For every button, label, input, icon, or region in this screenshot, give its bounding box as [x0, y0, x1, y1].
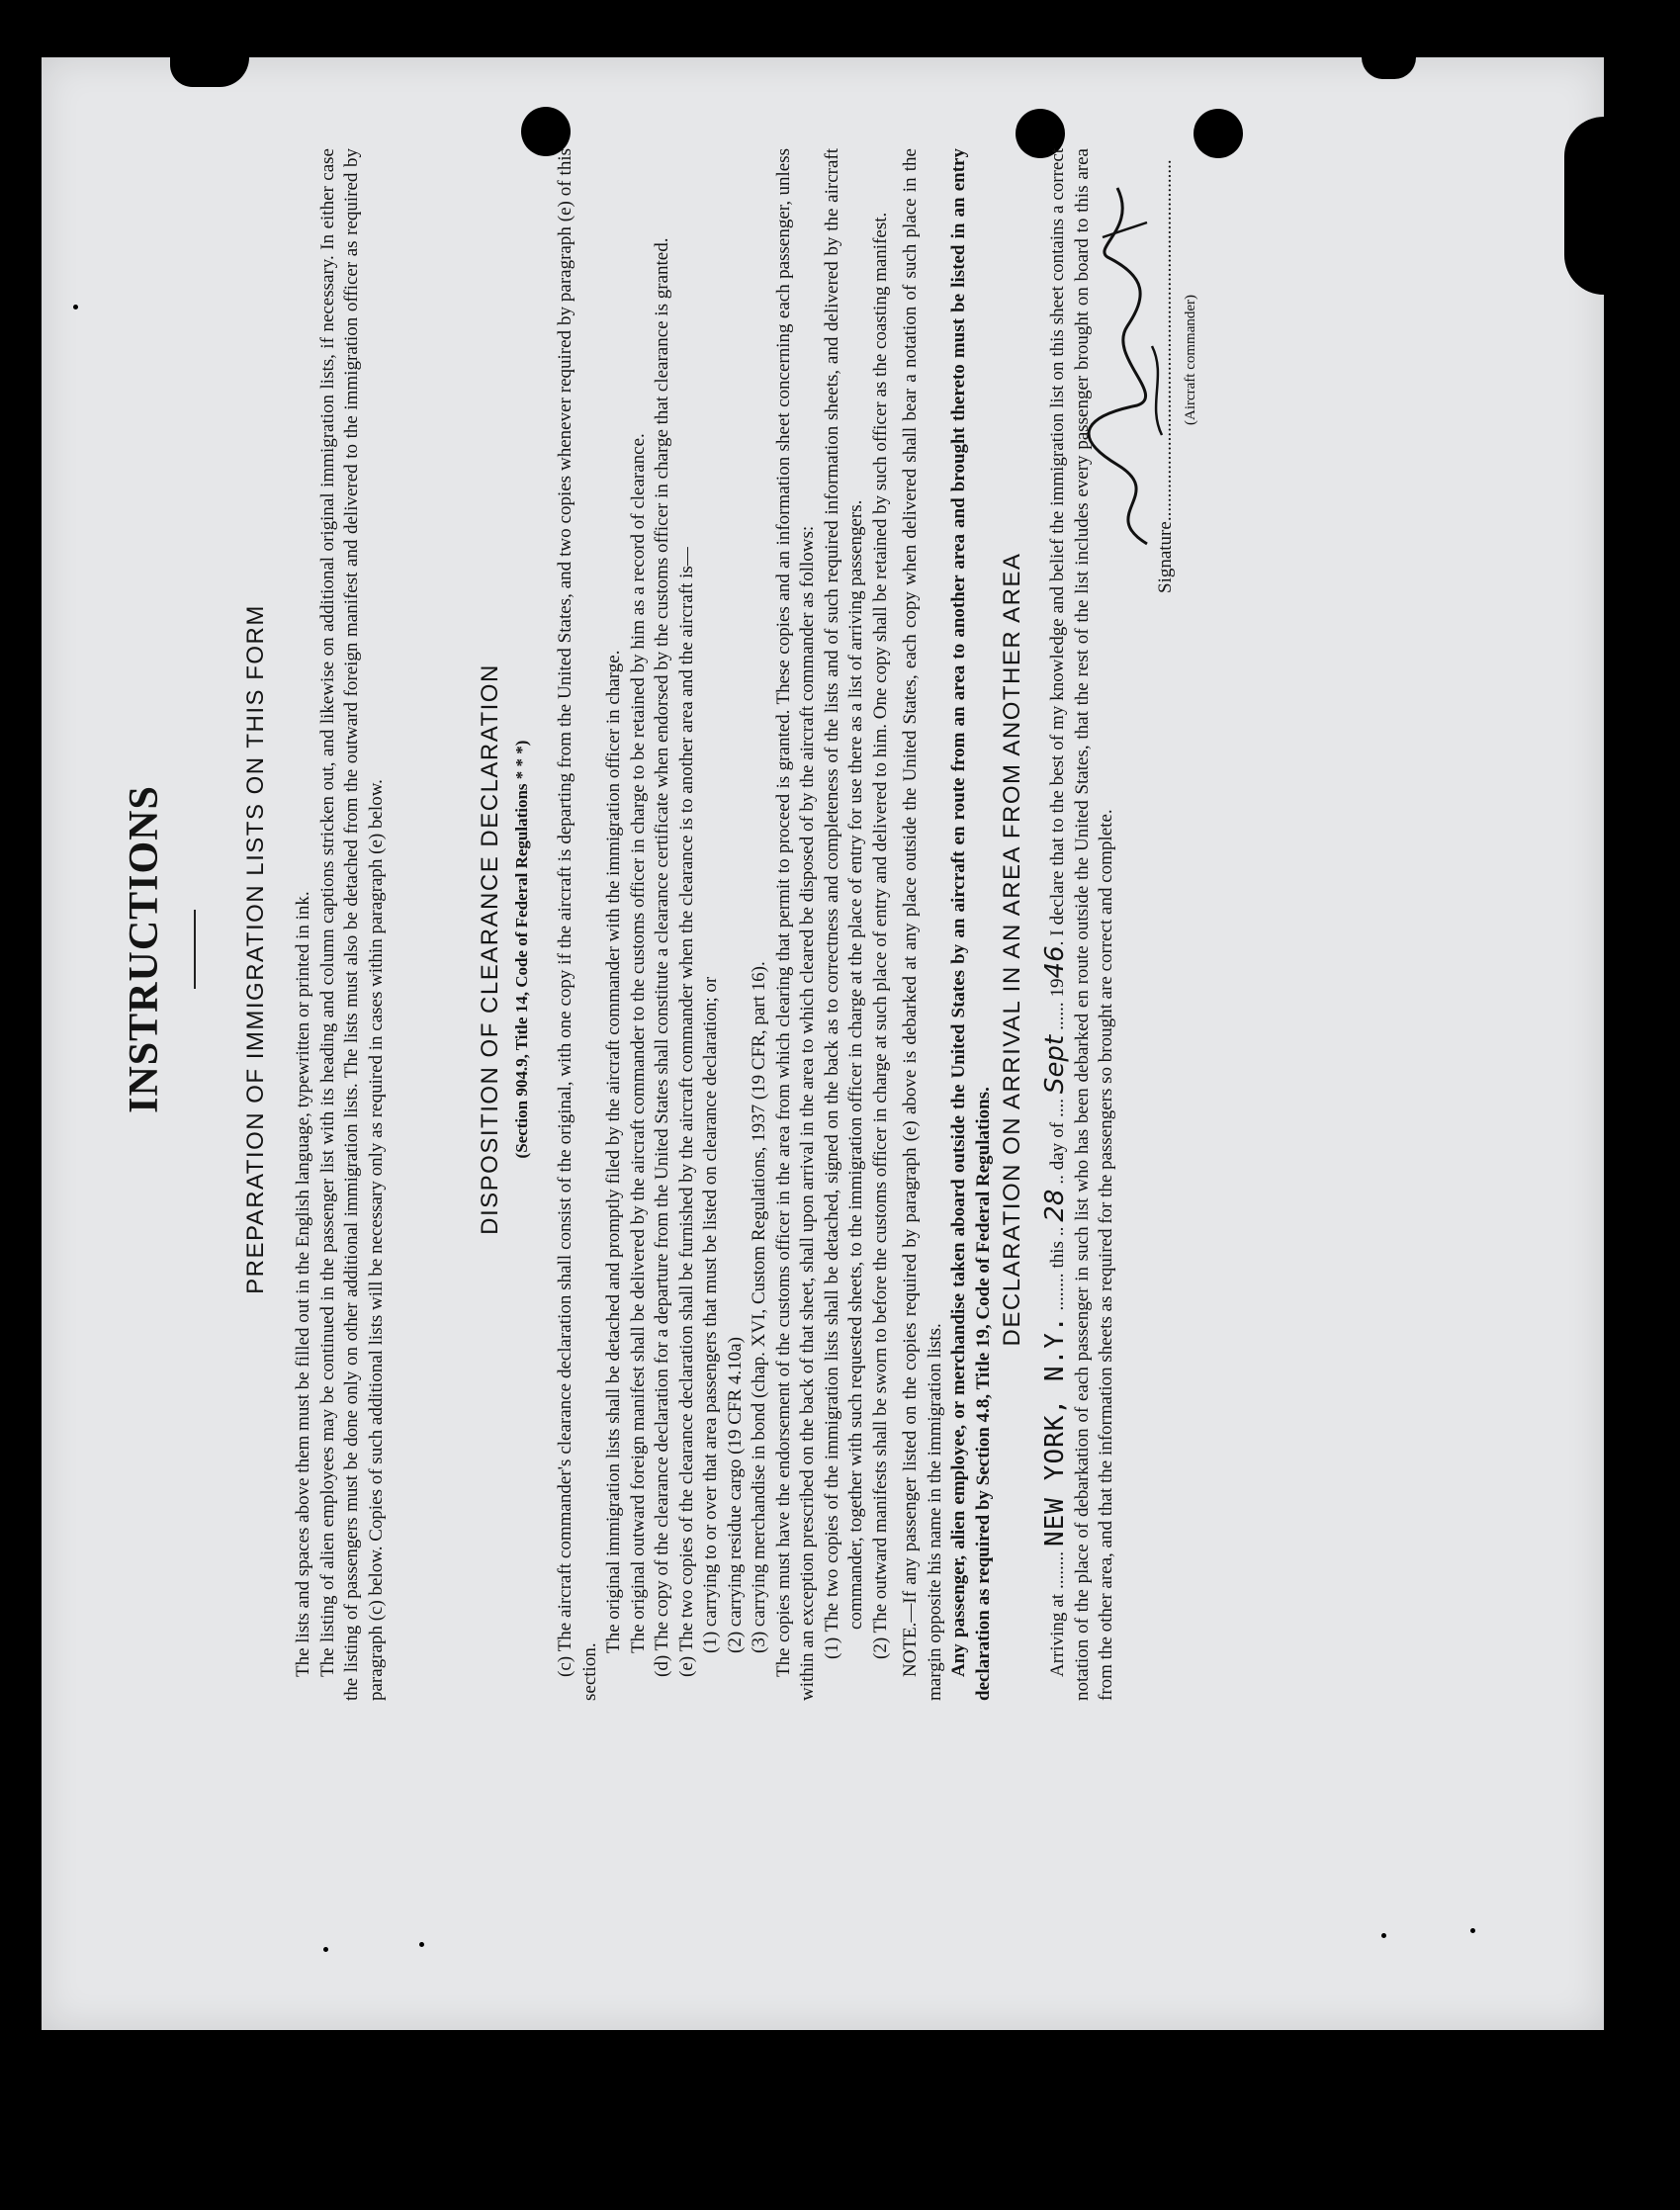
handwritten-signature — [1078, 178, 1177, 554]
preparation-paragraph-2: The listing of alien employees may be continued in the passenger list with its heading and column captions stricken out, and likewise on additional original immigration lists, if necessary. In either case the listing of passengers must be done only on other additional immigration lists. The lists must also be detached from the outward foreign manifest and delivered to the immigration officer as required by paragraph (c) below. Copies of such additional lists will be necessary only as required in cases within paragraph (e) below. — [316, 148, 387, 1701]
paragraph-c: (c) The aircraft commander's clearance declaration shall consist of the original, with one copy if the aircraft is departing from the United States, and two copies whenever required by paragraph (e) of this section. — [555, 148, 600, 1701]
preparation-block — [292, 148, 389, 1701]
note-paragraph-2: Any passenger, alien employee, or merchandise taken aboard outside the United States by an aircraft en route from an area to another area and brought thereto must be listed in an entry declaration as required by Section 4.8, Title 19, Code of Federal Regulations. — [948, 148, 994, 1701]
declaration-text: . I declare that to the best of my knowledge and belief the immigration list on this sheet contains a correct notation of the place of debarkation of each passenger in such list who has been debarked en route outside the United States, that the rest of the list includes every passenger brought on board to this area from the other area, and that the information sheets as required for the passengers so brought are correct and complete. — [1047, 147, 1116, 1701]
signature-label: Signature — [1155, 521, 1176, 593]
month-field[interactable]: Sept — [1040, 1034, 1070, 1095]
title-rule — [194, 910, 196, 989]
disposition-heading: DISPOSITION OF CLEARANCE DECLARATION — [477, 663, 503, 1235]
speck — [323, 1947, 328, 1952]
paragraph-e-1: (1) carrying to or over that area passengers that must be listed on clearance declaration; or — [700, 976, 721, 1653]
speck — [73, 305, 78, 309]
day-field[interactable]: 28 — [1040, 1189, 1070, 1222]
page-title: INSTRUCTIONS — [122, 785, 167, 1113]
paragraph-e-2: (2) carrying residue cargo (19 CFR 4.10a) — [724, 1337, 746, 1653]
paragraph-f-2: (2) The outward manifests shall be sworn to before the customs officer in charge at such place of entry and delivered to him. One copy shall be retained by such officer as the coasting manifest. — [869, 212, 891, 1659]
paragraph-d: (d) The copy of the clearance declaration for a departure from the United States shall constitute a clearance certificate when endorsed by the customs officer in charge that clearance is granted. — [652, 237, 672, 1677]
preparation-heading: PREPARATION OF IMMIGRATION LISTS ON THIS FORM — [242, 604, 269, 1294]
paragraph-e: (e) The two copies of the clearance declaration shall be furnished by the aircraft commander when the clearance is to another area and the aircraft is— — [675, 547, 697, 1677]
year-field[interactable]: 46 — [1040, 945, 1070, 979]
note-paragraph: NOTE.—If any passenger listed on the copies required by paragraph (e) above is debarked at any place outside the United States, each copy when delivered shall bear a notation of such place in the margin opposite his name in the immigration lists. — [900, 148, 945, 1701]
declaration-paragraph: Arriving at ........ NEW YORK, N.Y. ........ this .. 28 .. day of .... Sept ...... 1946. I declare that to the best of my knowledge and belief the immigration list on this sheet contains a correct notation of the place of debarkation of each passenger in such list who has been debarked en route outside the United States, that the rest of the list includes every passenger brought on board to this area from the other area, and that the information sheets as required for the passengers so brought are correct and complete. — [1040, 147, 1116, 1701]
disposition-block — [554, 148, 996, 1701]
disposition-subheading: (Section 904.9, Title 14, Code of Federal Regulations * * *) — [512, 740, 531, 1159]
arriving-label: Arriving at — [1047, 1593, 1068, 1677]
speck — [419, 1942, 424, 1947]
day-of-label: day of — [1047, 1121, 1068, 1171]
year-prefix: 19 — [1047, 978, 1068, 998]
paragraph-c-1: The original immigration lists shall be detached and promptly filed by the aircraft commander with the immigration officer in charge. — [603, 650, 624, 1653]
signature-line[interactable]: Signature............................................................................. — [1155, 159, 1176, 593]
torn-edge — [1362, 57, 1416, 79]
speck — [1381, 1933, 1386, 1938]
this-label: this — [1047, 1241, 1068, 1269]
rotated-form-content — [109, 49, 1276, 1849]
paragraph-f-1: (1) The two copies of the immigration lists shall be detached, signed on the back as to correctness and completeness of the lists and of such required information sheets, and delivered by the aircraft commander, together with such requested sheets, to the immigration officer in charge at the place of entry for use there as a list of arriving passengers. — [821, 148, 866, 1659]
speck — [1470, 1928, 1475, 1933]
signature-caption: (Aircraft commander) — [1183, 294, 1198, 425]
paragraph-c-2: The original outward foreign manifest shall be delivered by the aircraft commander to the customs officer in charge to be retained by him as a record of clearance. — [627, 433, 649, 1653]
preparation-paragraph-1: The lists and spaces above them must be filled out in the English language, typewritten or printed in ink. — [293, 891, 313, 1677]
torn-edge — [1564, 117, 1604, 295]
declaration-heading: DECLARATION ON ARRIVAL IN AN AREA FROM ANOTHER AREA — [999, 552, 1025, 1347]
paragraph-e-3: (3) carrying merchandise in bond (chap. XVI, Custom Regulations, 1937 (19 CFR, part 16). — [749, 961, 769, 1653]
arriving-port-field[interactable]: NEW YORK, N.Y. — [1040, 1315, 1070, 1547]
paragraph-copies: The copies must have the endorsement of the customs officer in the area from which clearing that permit to proceed is granted. These copies and an information sheet concerning each passenger, unless within an exception prescribed on the back of that sheet, shall upon arrival in the area to which cleared be disposed of by the aircraft commander as follows: — [772, 148, 818, 1701]
